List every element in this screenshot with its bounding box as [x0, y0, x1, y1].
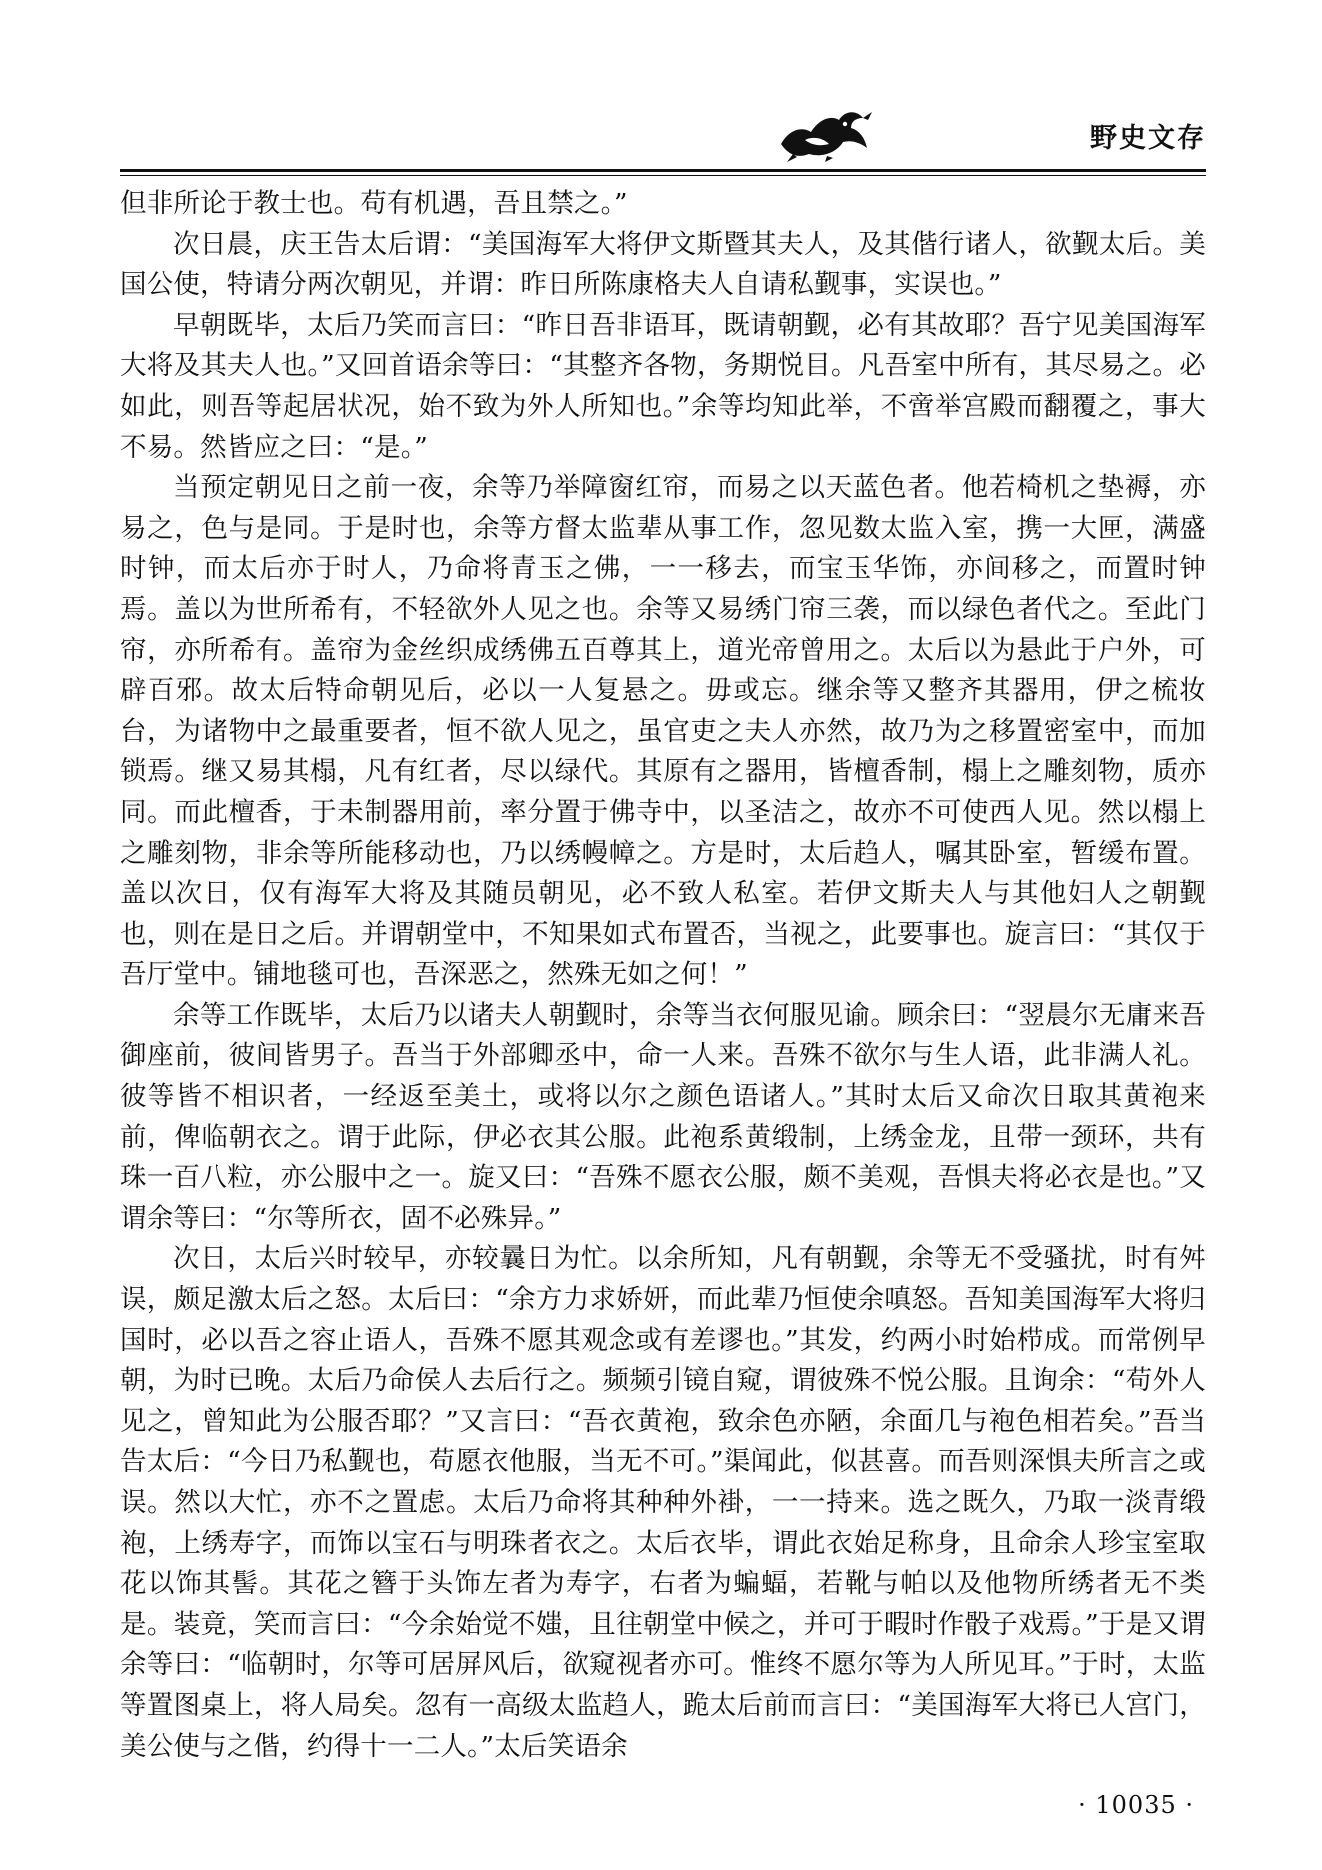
paragraph: 早朝既毕，太后乃笑而言曰：“昨日吾非语耳，既请朝觐，必有其故耶？吾宁见美国海军大将及其夫人也。”又回首语余等曰：“其整齐各物，务期悦目。凡吾室中所有，其尽易之。必如此，则吾等起居状况，始不致为外人所知也。”余等均知此举，不啻举宫殿而翻覆之，事大不易。然皆应之曰：“是。”	[120, 309, 1206, 463]
paragraph: 当预定朝见日之前一夜，余等乃举障窗红帘，而易之以天蓝色者。他若椅机之垫褥，亦易之，色与是同。于是时也，余等方督太监辈从事工作，忽见数太监入室，携一大匣，满盛时钟，而太后亦于时人，乃命将青玉之佛，一一移去，而宝玉华饰，亦间移之，而置时钟焉。盖以为世所希有，不轻欲外人见之也。余等又易绣门帘三袭，而以绿色者代之。至此门帘，亦所希有。盖帘为金丝织成绣佛五百尊其上，道光帝曾用之。太后以为悬此于户外，可辟百邪。故太后特命朝见后，必以一人复悬之。毋或忘。继余等又整齐其器用，伊之梳妆台，为诸物中之最重要者，恒不欲人见之，虽官吏之夫人亦然，故乃为之移置密室中，而加锁焉。继又易其榻，凡有红者，尽以绿代。其原有之器用，皆檀香制，榻上之雕刻物，质亦同。而此檀香，于未制器用前，率分置于佛寺中，以圣洁之，故亦不可使西人见。然以榻上之雕刻物，非余等所能移动也，乃以绣幔幛之。方是时，太后趋人，嘱其卧室，暂缓布置。盖以次日，仅有海军大将及其随员朝见，必不致人私室。若伊文斯夫人与其他妇人之朝觐也，则在是日之后。并谓朝堂中，不知果如式布置否，当视之，此要事也。旋言曰：“其仅于吾厅堂中。铺地毯可也，吾深恶之，然殊无如之何！”	[120, 472, 1206, 991]
page-body	[120, 184, 1206, 1767]
running-header	[120, 100, 1206, 172]
dragon-emblem-icon	[775, 100, 875, 162]
header-rule	[120, 169, 1206, 172]
paragraph: 次日晨，庆王告太后谓：“美国海军大将伊文斯暨其夫人，及其偕行诸人，欲觐太后。美国公使，特请分两次朝见，并谓：昨日所陈康格夫人自请私觐事，实误也。”	[120, 228, 1206, 301]
series-title: 野史文存	[1090, 123, 1206, 154]
paragraph: 但非所论于教士也。苟有机遇，吾且禁之。”	[120, 188, 628, 219]
paragraph: 次日，太后兴时较早，亦较曩日为忙。以余所知，凡有朝觐，余等无不受骚扰，时有舛误，颇足激太后之怒。太后曰：“余方力求娇妍，而此辈乃恒使余嗔怒。吾知美国海军大将归国时，必以吾之容止语人，吾殊不愿其观念或有差谬也。”其发，约两小时始栉成。而常例早朝，为时已晚。太后乃命侯人去后行之。频频引镜自窥，谓彼殊不悦公服。且询余：“苟外人见之，曾知此为公服否耶？”又言曰：“吾衣黄袍，致余色亦陋，余面几与袍色相若矣。”吾当告太后：“今日乃私觐也，苟愿衣他服，当无不可。”渠闻此，似甚喜。而吾则深惧夫所言之或误。然以大忙，亦不之置虑。太后乃命将其种种外褂，一一持来。选之既久，乃取一淡青缎袍，上绣寿字，而饰以宝石与明珠者衣之。太后衣毕，谓此衣始足称身，且命余人珍宝室取花以饰其髻。其花之簪于头饰左者为寿字，右者为蝙蝠，若靴与帕以及他物所绣者无不类是。装竟，笑而言曰：“今余始觉不媸，且往朝堂中候之，并可于暇时作骰子戏焉。”于是又谓余等曰：“临朝时，尔等可居屏风后，欲窥视者亦可。惟终不愿尔等为人所见耳。”于时，太监等置图桌上，将人局矣。忽有一高级太监趋人，跪太后前而言曰：“美国海军大将已人宫门，美公使与之偕，约得十一二人。”太后笑语余	[120, 1243, 1206, 1762]
paragraph: 余等工作既毕，太后乃以诸夫人朝觐时，余等当衣何服见谕。顾余曰：“翌晨尔无庸来吾御座前，彼间皆男子。吾当于外部卿丞中，命一人来。吾殊不欲尔与生人语，此非满人礼。彼等皆不相识者，一经返至美土，或将以尔之颜色语诸人。”其时太后又命次日取其黄袍来前，俾临朝衣之。谓于此际，伊必衣其公服。此袍系黄缎制，上绣金龙，且带一颈环，共有珠一百八粒，亦公服中之一。旋又曰：“吾殊不愿衣公服，颇不美观，吾惧夫将必衣是也。”又谓余等曰：“尔等所衣，固不必殊异。”	[120, 999, 1206, 1234]
page-number: · 10035 ·	[1078, 1791, 1194, 1819]
